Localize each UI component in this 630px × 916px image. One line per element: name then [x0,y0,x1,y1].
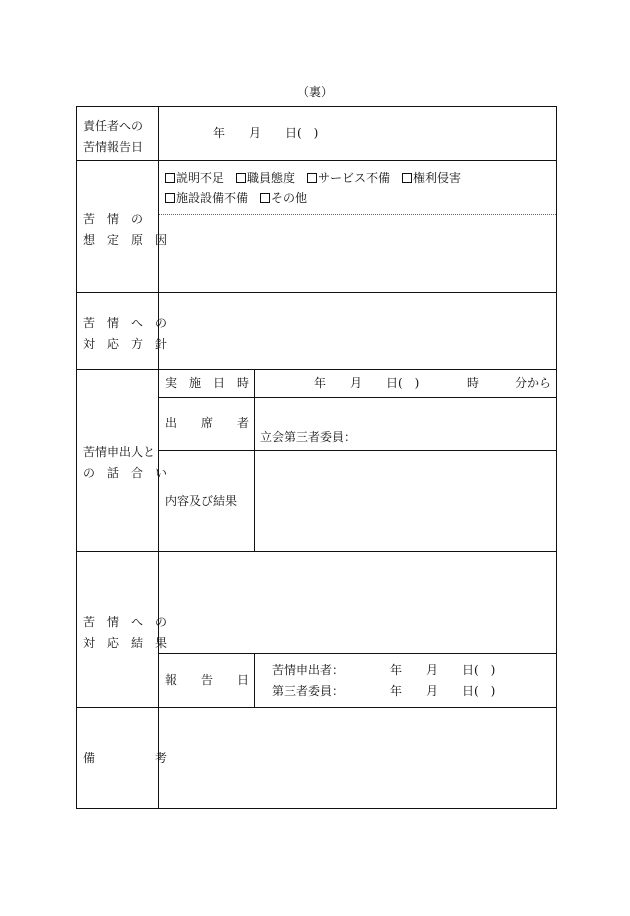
response-policy-area[interactable] [160,294,555,368]
checkbox-service-deficiency[interactable]: サービス不備 [307,171,390,185]
response-policy-label: 苦 情 へ の 対 応 方 針 [83,316,168,351]
checkbox-insufficient-explanation[interactable]: 説明不足 [165,171,224,185]
checkbox-icon [165,193,175,203]
complainant-report-date-field[interactable]: 年 月 日( ) [390,663,496,677]
response-result-area[interactable] [160,553,555,652]
checkbox-facility-deficiency[interactable]: 施設設備不備 [165,191,248,205]
checkbox-other[interactable]: その他 [260,191,307,205]
page-heading: （裏） [297,85,334,99]
committee-report-date-field[interactable]: 年 月 日( ) [390,684,496,698]
implementation-time-field[interactable]: 時 分から [467,376,552,390]
checkbox-staff-attitude[interactable]: 職員態度 [236,171,295,185]
response-result-label: 苦 情 へ の 対 応 結 果 [83,615,168,650]
checkbox-icon [236,173,246,183]
assumed-cause-label: 苦 情 の 想 定 原 因 [83,212,168,247]
checkbox-icon [307,173,317,183]
remarks-label: 備 考 [83,751,168,765]
report-date-field[interactable]: 年 月 日( ) [213,126,319,140]
implementation-date-label: 実 施 日 時 [165,376,250,390]
content-result-area[interactable] [256,452,555,550]
content-result-label: 内容及び結果 [165,494,238,508]
remarks-area[interactable] [160,709,555,807]
assumed-cause-notes-area[interactable] [160,216,555,291]
checkbox-rights-violation[interactable]: 権利侵害 [402,171,461,185]
implementation-date-field[interactable]: 年 月 日( ) [314,376,420,390]
discussion-label: 苦情申出人と の 話 合 い [83,445,168,480]
witness-committee-label: 立会第三者委員： [260,430,357,444]
checkbox-icon [260,193,270,203]
committee-report-label: 第三者委員： [272,684,345,698]
checkbox-icon [165,173,175,183]
attendees-label: 出 席 者 [165,416,250,430]
complainant-report-label: 苦情申出者： [272,663,345,677]
report-date-label: 責任者への 苦情報告日 [83,119,144,154]
result-report-date-label: 報 告 日 [165,673,250,687]
checkbox-icon [402,173,412,183]
